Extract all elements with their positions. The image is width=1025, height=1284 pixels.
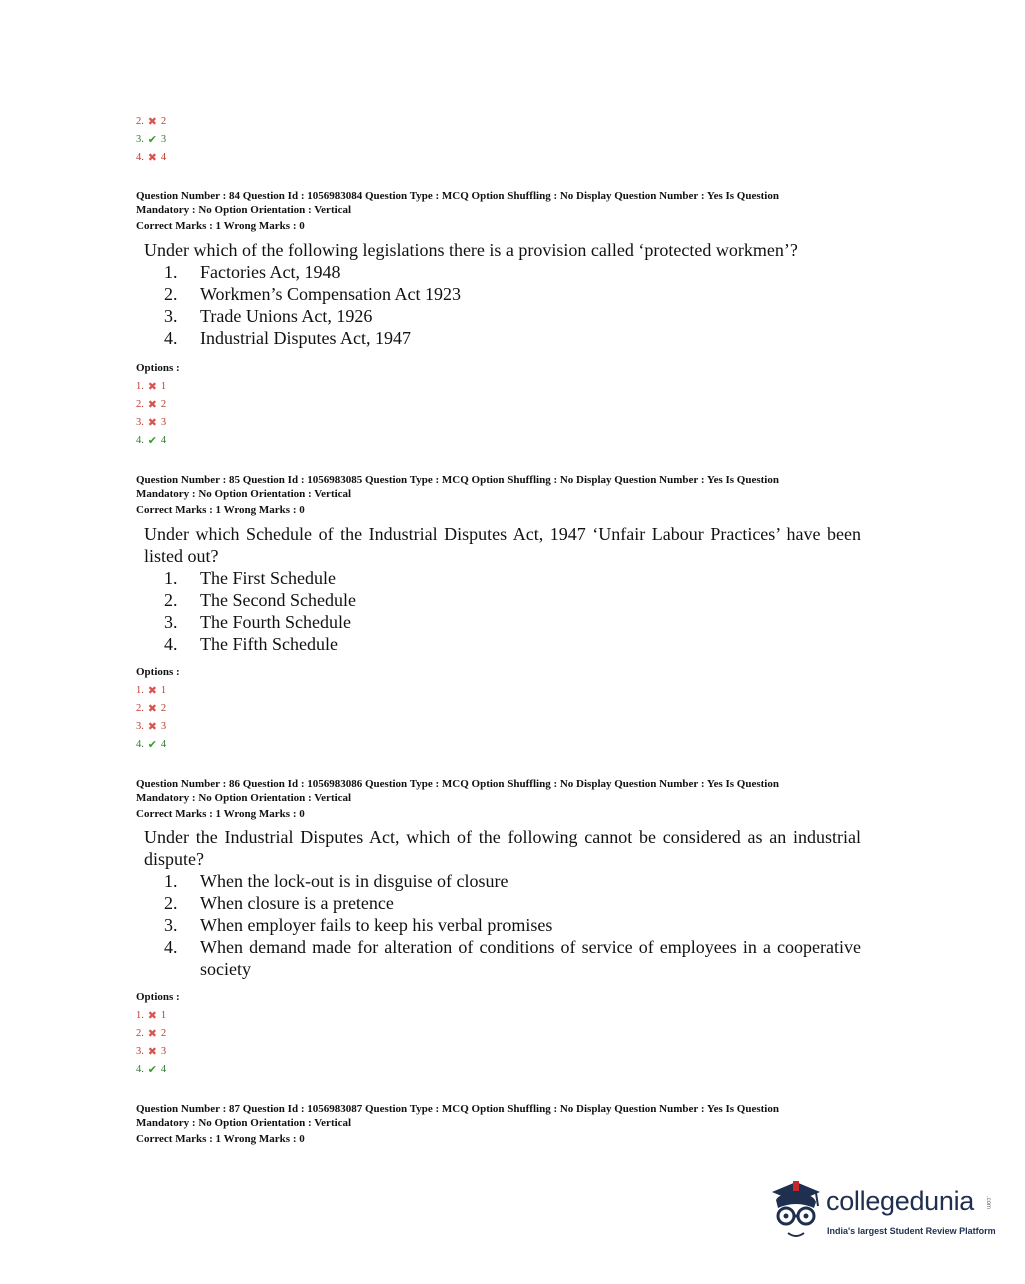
options-label: Options : <box>136 666 180 678</box>
logo-suffix: .com <box>985 1196 991 1210</box>
wrong-cross-icon: ✖ <box>147 1045 157 1058</box>
option-value: 4 <box>160 152 167 163</box>
student-mascot-icon <box>766 1178 824 1244</box>
marks-line: Correct Marks : 1 Wrong Marks : 0 <box>136 220 305 232</box>
wrong-cross-icon: ✖ <box>147 416 157 429</box>
option-number: 2. <box>136 116 144 127</box>
wrong-cross-icon: ✖ <box>147 380 157 393</box>
options-label: Options : <box>136 991 180 1003</box>
choices-85 <box>164 567 861 655</box>
option-row: 3. ✖ 3 <box>136 414 166 432</box>
wrong-cross-icon: ✖ <box>147 151 157 164</box>
choice-item: 4. Industrial Disputes Act, 1947 <box>164 328 411 348</box>
option-row: 3. ✖ 3 <box>136 718 166 736</box>
option-row: 2. ✖ 2 <box>136 700 166 718</box>
meta-line: Mandatory : No Option Orientation : Vertical <box>136 488 352 500</box>
choice-item: 1. The First Schedule <box>164 568 336 588</box>
question-meta-85 <box>136 473 876 517</box>
collegedunia-logo <box>766 1178 996 1248</box>
option-row: 1. ✖ 1 <box>136 1007 166 1025</box>
wrong-cross-icon: ✖ <box>147 684 157 697</box>
options-label: Options : <box>136 362 180 374</box>
option-row: 2. ✖ 2 <box>136 396 166 414</box>
choice-item: 4. When demand made for alteration of conditions of service of employees in a cooperative society <box>164 937 861 979</box>
choice-item: 1. When the lock-out is in disguise of closure <box>164 871 509 891</box>
choice-item: 3. The Fourth Schedule <box>164 612 351 632</box>
meta-line: Question Number : 84 Question Id : 1056983084 Question Type : MCQ Option Shuffling : No Display Question Number : Yes Is Question <box>136 190 779 202</box>
meta-line: Mandatory : No Option Orientation : Vertical <box>136 204 352 216</box>
options-list-85 <box>136 682 166 754</box>
option-row: 1. ✖ 1 <box>136 378 166 396</box>
correct-check-icon: ✔ <box>147 738 157 751</box>
option-row: 4. ✔ 4 <box>136 736 166 754</box>
option-number: 3. <box>136 134 144 145</box>
meta-line: Mandatory : No Option Orientation : Vertical <box>136 1117 352 1129</box>
wrong-cross-icon: ✖ <box>147 115 157 128</box>
choice-item: 3. Trade Unions Act, 1926 <box>164 306 373 326</box>
correct-check-icon: ✔ <box>147 1063 157 1076</box>
marks-line: Correct Marks : 1 Wrong Marks : 0 <box>136 1133 305 1145</box>
logo-tagline: India's largest Student Review Platform <box>827 1226 996 1236</box>
meta-line: Question Number : 85 Question Id : 1056983085 Question Type : MCQ Option Shuffling : No Display Question Number : Yes Is Question <box>136 474 779 486</box>
option-row: 1. ✖ 1 <box>136 682 166 700</box>
option-row: 4. ✔ 4 <box>136 432 166 450</box>
choices-84 <box>164 261 861 349</box>
meta-line: Question Number : 87 Question Id : 1056983087 Question Type : MCQ Option Shuffling : No Display Question Number : Yes Is Question <box>136 1103 779 1115</box>
question-meta-84 <box>136 189 876 233</box>
logo-wordmark: collegedunia <box>826 1186 975 1216</box>
correct-check-icon: ✔ <box>147 133 157 146</box>
choice-item: 2. When closure is a pretence <box>164 893 394 913</box>
choice-item: 4. The Fifth Schedule <box>164 634 338 654</box>
option-value: 3 <box>160 134 167 145</box>
question-meta-86 <box>136 777 876 821</box>
option-row <box>136 113 166 131</box>
option-value: 2 <box>160 116 167 127</box>
wrong-cross-icon: ✖ <box>147 702 157 715</box>
options-list-86 <box>136 1007 166 1079</box>
meta-line: Question Number : 86 Question Id : 1056983086 Question Type : MCQ Option Shuffling : No Display Question Number : Yes Is Question <box>136 778 779 790</box>
correct-check-icon: ✔ <box>147 434 157 447</box>
question-text-86: Under the Industrial Disputes Act, which of the following cannot be considered as an industrial dispute? <box>144 827 861 869</box>
question-meta-87 <box>136 1102 876 1146</box>
choices-86 <box>164 870 861 980</box>
choice-item: 2. The Second Schedule <box>164 590 356 610</box>
meta-line: Mandatory : No Option Orientation : Vertical <box>136 792 352 804</box>
wrong-cross-icon: ✖ <box>147 1027 157 1040</box>
wrong-cross-icon: ✖ <box>147 720 157 733</box>
option-row <box>136 131 166 149</box>
option-number: 4. <box>136 152 144 163</box>
option-row <box>136 149 166 167</box>
options-list-prev <box>136 113 166 167</box>
wrong-cross-icon: ✖ <box>147 1009 157 1022</box>
wrong-cross-icon: ✖ <box>147 398 157 411</box>
option-row: 4. ✔ 4 <box>136 1061 166 1079</box>
choice-item: 3. When employer fails to keep his verbal promises <box>164 915 553 935</box>
options-list-84 <box>136 378 166 450</box>
question-text-85: Under which Schedule of the Industrial Disputes Act, 1947 ‘Unfair Labour Practices’ have been listed out? <box>144 524 861 566</box>
marks-line: Correct Marks : 1 Wrong Marks : 0 <box>136 808 305 820</box>
option-row: 2. ✖ 2 <box>136 1025 166 1043</box>
choice-item: 1. Factories Act, 1948 <box>164 262 341 282</box>
choice-item: 2. Workmen’s Compensation Act 1923 <box>164 284 462 304</box>
option-row: 3. ✖ 3 <box>136 1043 166 1061</box>
question-text-84: Under which of the following legislations there is a provision called ‘protected workmen’? <box>144 240 798 260</box>
marks-line: Correct Marks : 1 Wrong Marks : 0 <box>136 504 305 516</box>
